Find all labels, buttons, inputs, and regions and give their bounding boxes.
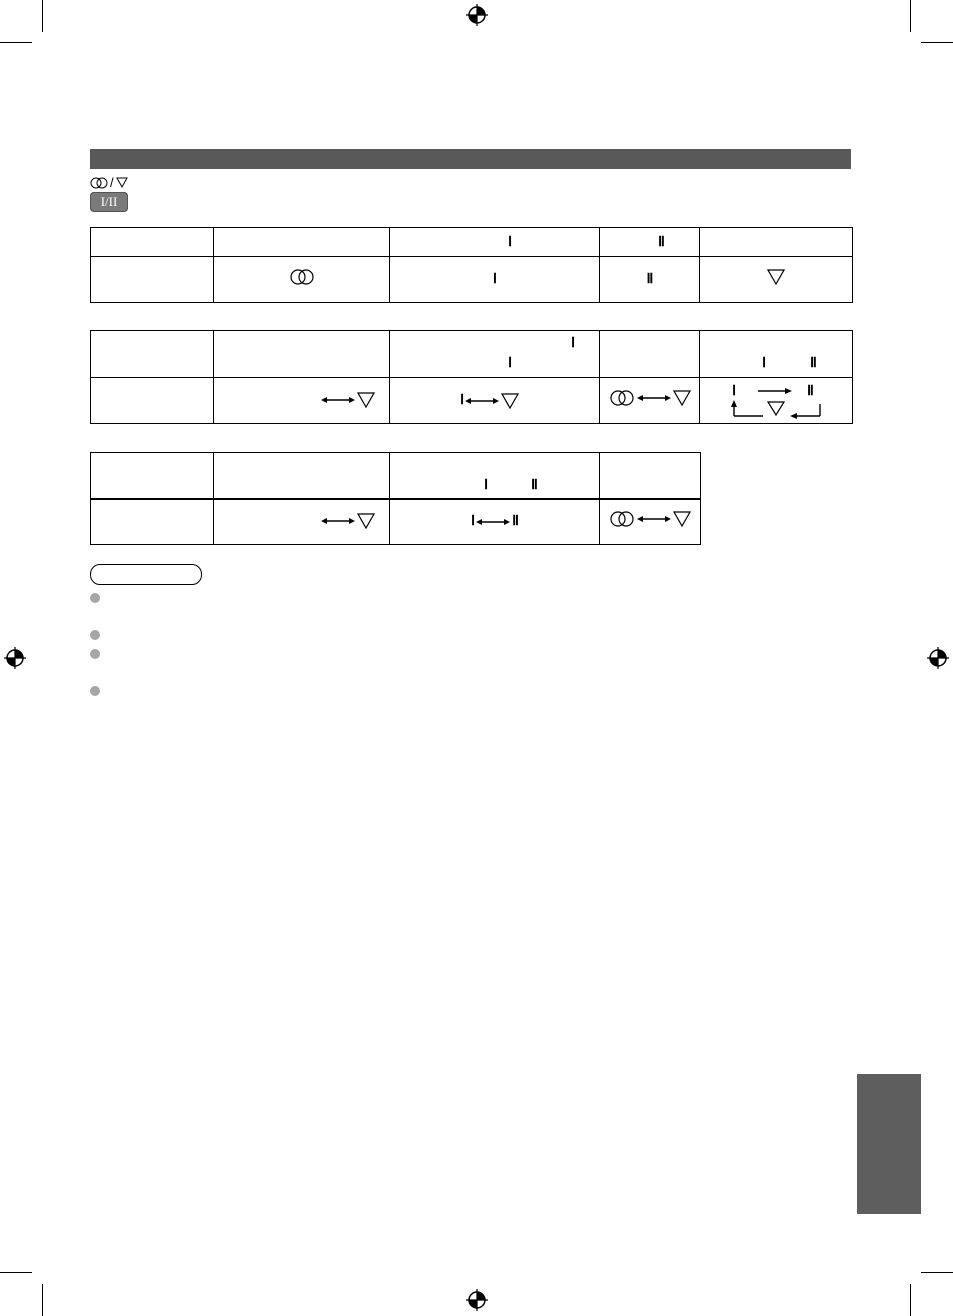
crop-mark — [910, 0, 911, 32]
bullet-icon — [90, 593, 100, 603]
table-cell — [390, 331, 600, 378]
mode-one-label: Ⅰ — [470, 514, 475, 530]
table-cell — [91, 331, 214, 378]
mode-one-label: Ⅰ — [492, 272, 497, 287]
double-arrow-icon — [476, 518, 510, 526]
double-arrow-icon — [465, 397, 499, 405]
registration-mark-icon — [927, 647, 949, 669]
mono-icon — [357, 392, 375, 408]
crop-mark — [921, 1272, 953, 1273]
table-cell — [600, 257, 700, 303]
table-cell — [600, 228, 700, 257]
table-cell — [91, 453, 214, 499]
bullet-icon — [90, 686, 100, 696]
double-arrow-icon — [637, 515, 671, 523]
table-cell — [390, 257, 600, 303]
crop-mark — [42, 0, 43, 32]
stereo-mono-legend — [90, 175, 128, 190]
table-cell — [214, 228, 390, 257]
table-cell — [600, 331, 700, 378]
key-label: I/II — [100, 194, 118, 209]
mode-two-label: Ⅱ — [810, 356, 816, 371]
mode-two-label: Ⅱ — [531, 478, 537, 493]
crop-mark — [0, 1272, 32, 1273]
table-cell — [91, 378, 214, 424]
audio-table-2 — [90, 330, 853, 424]
table-cell — [214, 499, 390, 545]
mode-one-label: Ⅰ — [508, 234, 512, 250]
stereo-icon — [609, 390, 635, 406]
mode-two-label: Ⅱ — [646, 272, 653, 287]
table-cell — [214, 453, 390, 499]
crop-mark — [910, 1284, 911, 1316]
crop-mark — [921, 42, 953, 43]
table-cell — [700, 378, 853, 424]
table-cell — [700, 228, 853, 257]
registration-mark-icon — [466, 1289, 488, 1311]
bullet-icon — [90, 649, 100, 659]
table-cell — [91, 257, 214, 303]
mono-icon — [357, 513, 375, 529]
stereo-icon — [609, 511, 635, 527]
table-cell — [600, 453, 701, 499]
table-cell — [214, 378, 390, 424]
mono-icon — [116, 177, 128, 188]
section-header-bar — [90, 149, 851, 169]
mode-one-label: Ⅰ — [571, 336, 575, 351]
mono-icon — [501, 393, 519, 409]
crop-mark — [42, 1284, 43, 1316]
table-cell — [600, 378, 700, 424]
audio-table-1 — [90, 227, 853, 303]
double-arrow-icon — [321, 517, 355, 525]
table-cell — [600, 499, 701, 545]
table-cell — [91, 499, 214, 545]
table-cell — [390, 453, 600, 499]
registration-mark-icon — [4, 647, 26, 669]
audio-table-3 — [90, 452, 701, 545]
stereo-icon — [289, 269, 315, 285]
mode-one-label: Ⅰ — [460, 393, 464, 408]
mode-one-label: Ⅰ — [732, 384, 736, 399]
mono-icon — [767, 269, 785, 285]
mode-one-label: Ⅰ — [762, 356, 766, 371]
table-cell — [214, 331, 390, 378]
mode-one-label: Ⅰ — [508, 356, 512, 371]
table-cell — [214, 257, 390, 303]
table-cell — [390, 228, 600, 257]
slash-text: / — [110, 175, 114, 190]
table-cell — [91, 228, 214, 257]
table-cell — [390, 499, 600, 545]
stereo-icon — [90, 177, 108, 189]
cycle-arrow-icon — [728, 382, 824, 420]
mono-icon — [673, 390, 691, 406]
note-pill — [90, 564, 202, 585]
audio-mode-key-button[interactable] — [90, 192, 128, 212]
crop-mark — [0, 42, 32, 43]
table-cell — [700, 331, 853, 378]
registration-mark-icon — [466, 4, 488, 26]
section-side-tab — [857, 1074, 921, 1214]
mode-two-label: Ⅱ — [658, 234, 664, 250]
mode-two-label: Ⅱ — [807, 384, 813, 399]
table-cell — [700, 257, 853, 303]
double-arrow-icon — [637, 394, 671, 402]
mode-one-label: Ⅰ — [484, 478, 488, 493]
table-cell — [390, 378, 600, 424]
mono-icon — [673, 511, 691, 527]
double-arrow-icon — [321, 396, 355, 404]
bullet-icon — [90, 630, 100, 640]
mode-two-label: Ⅱ — [512, 514, 519, 530]
